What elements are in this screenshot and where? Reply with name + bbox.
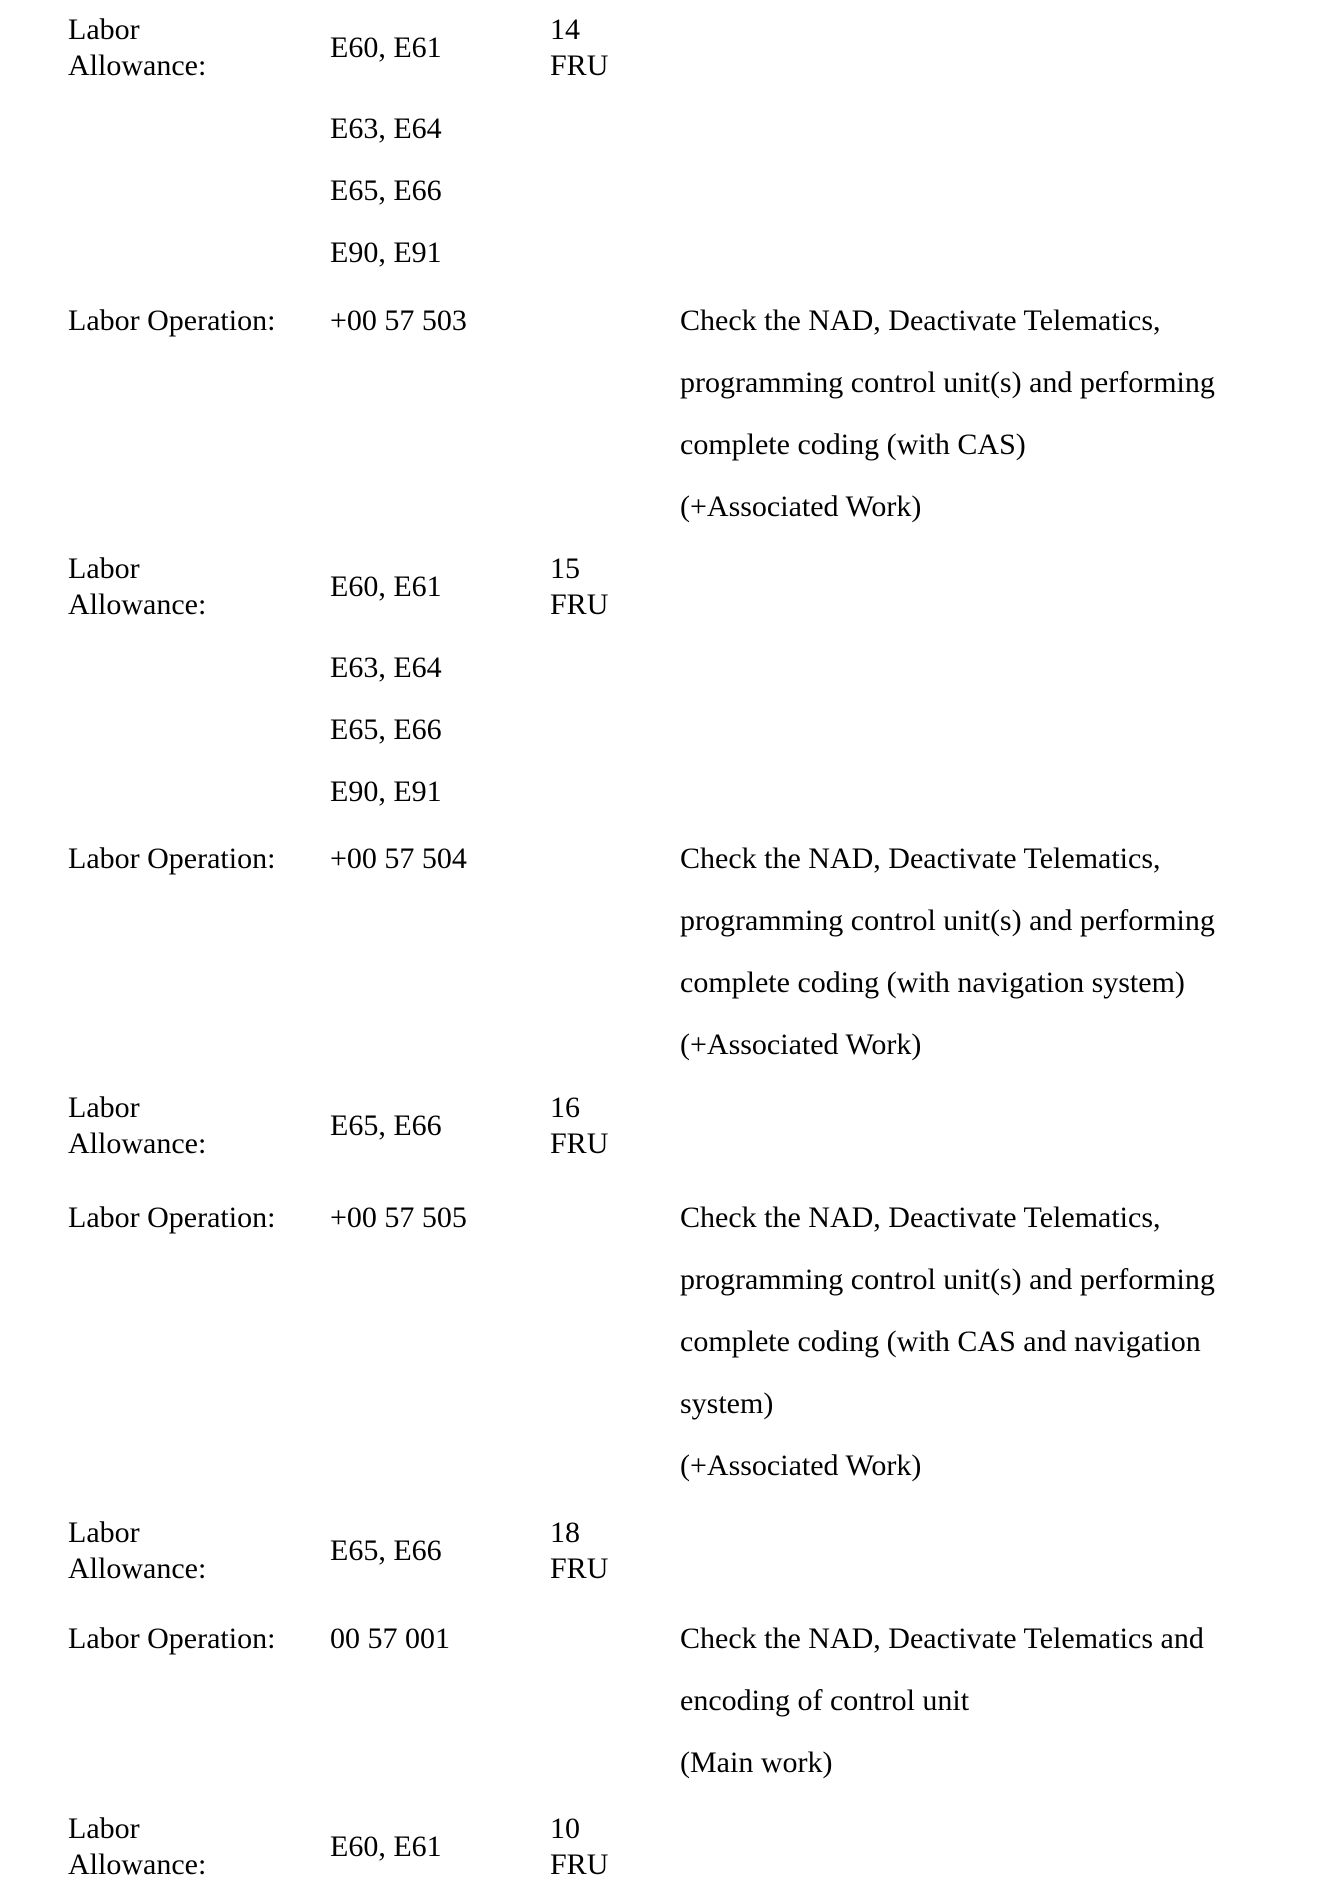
allowance-label-line1: Labor bbox=[68, 552, 140, 585]
allowance-label-line2: Allowance: bbox=[68, 588, 207, 621]
allowance-model: E65, E66 bbox=[330, 1534, 442, 1567]
operation-description-line: encoding of control unit bbox=[680, 1684, 970, 1717]
allowance-value: 15 bbox=[550, 552, 580, 585]
operation-code: +00 57 504 bbox=[330, 842, 467, 875]
allowance-value: 10 bbox=[550, 1812, 580, 1845]
operation-description-line: system) bbox=[680, 1387, 774, 1420]
allowance-value: 16 bbox=[550, 1091, 580, 1124]
operation-description-line: programming control unit(s) and performing bbox=[680, 366, 1215, 399]
allowance-model: E90, E91 bbox=[330, 236, 442, 269]
operation-description-line: complete coding (with CAS and navigation bbox=[680, 1325, 1201, 1358]
operation-description-line: Check the NAD, Deactivate Telematics, bbox=[680, 842, 1161, 875]
allowance-model: E63, E64 bbox=[330, 651, 442, 684]
allowance-unit: FRU bbox=[550, 1552, 609, 1585]
allowance-label-line1: Labor bbox=[68, 13, 140, 46]
allowance-model: E65, E66 bbox=[330, 1109, 442, 1142]
operation-label: Labor Operation: bbox=[68, 1201, 276, 1234]
allowance-model: E60, E61 bbox=[330, 31, 442, 64]
operation-code: 00 57 001 bbox=[330, 1622, 450, 1655]
allowance-model: E60, E61 bbox=[330, 570, 442, 603]
allowance-label-line1: Labor bbox=[68, 1812, 140, 1845]
allowance-value: 18 bbox=[550, 1516, 580, 1549]
allowance-unit: FRU bbox=[550, 49, 609, 82]
allowance-label-line2: Allowance: bbox=[68, 1848, 207, 1881]
allowance-value: 14 bbox=[550, 13, 580, 46]
allowance-label-line1: Labor bbox=[68, 1516, 140, 1549]
operation-description-line: (+Associated Work) bbox=[680, 1449, 922, 1482]
operation-code: +00 57 505 bbox=[330, 1201, 467, 1234]
allowance-model: E63, E64 bbox=[330, 112, 442, 145]
allowance-label-line2: Allowance: bbox=[68, 1552, 207, 1585]
operation-description-line: Check the NAD, Deactivate Telematics, bbox=[680, 304, 1161, 337]
allowance-label-line2: Allowance: bbox=[68, 49, 207, 82]
operation-description-line: programming control unit(s) and performing bbox=[680, 904, 1215, 937]
allowance-model: E65, E66 bbox=[330, 713, 442, 746]
allowance-unit: FRU bbox=[550, 588, 609, 621]
allowance-unit: FRU bbox=[550, 1848, 609, 1881]
allowance-model: E65, E66 bbox=[330, 174, 442, 207]
operation-label: Labor Operation: bbox=[68, 842, 276, 875]
operation-description-line: programming control unit(s) and performing bbox=[680, 1263, 1215, 1296]
operation-code: +00 57 503 bbox=[330, 304, 467, 337]
operation-description-line: (Main work) bbox=[680, 1746, 833, 1779]
allowance-model: E90, E91 bbox=[330, 775, 442, 808]
operation-description-line: (+Associated Work) bbox=[680, 490, 922, 523]
operation-description-line: Check the NAD, Deactivate Telematics, bbox=[680, 1201, 1161, 1234]
allowance-label-line1: Labor bbox=[68, 1091, 140, 1124]
allowance-label-line2: Allowance: bbox=[68, 1127, 207, 1160]
operation-label: Labor Operation: bbox=[68, 1622, 276, 1655]
allowance-unit: FRU bbox=[550, 1127, 609, 1160]
operation-description-line: complete coding (with navigation system) bbox=[680, 966, 1185, 999]
operation-label: Labor Operation: bbox=[68, 304, 276, 337]
allowance-model: E60, E61 bbox=[330, 1830, 442, 1863]
operation-description-line: Check the NAD, Deactivate Telematics and bbox=[680, 1622, 1204, 1655]
operation-description-line: complete coding (with CAS) bbox=[680, 428, 1026, 461]
operation-description-line: (+Associated Work) bbox=[680, 1028, 922, 1061]
